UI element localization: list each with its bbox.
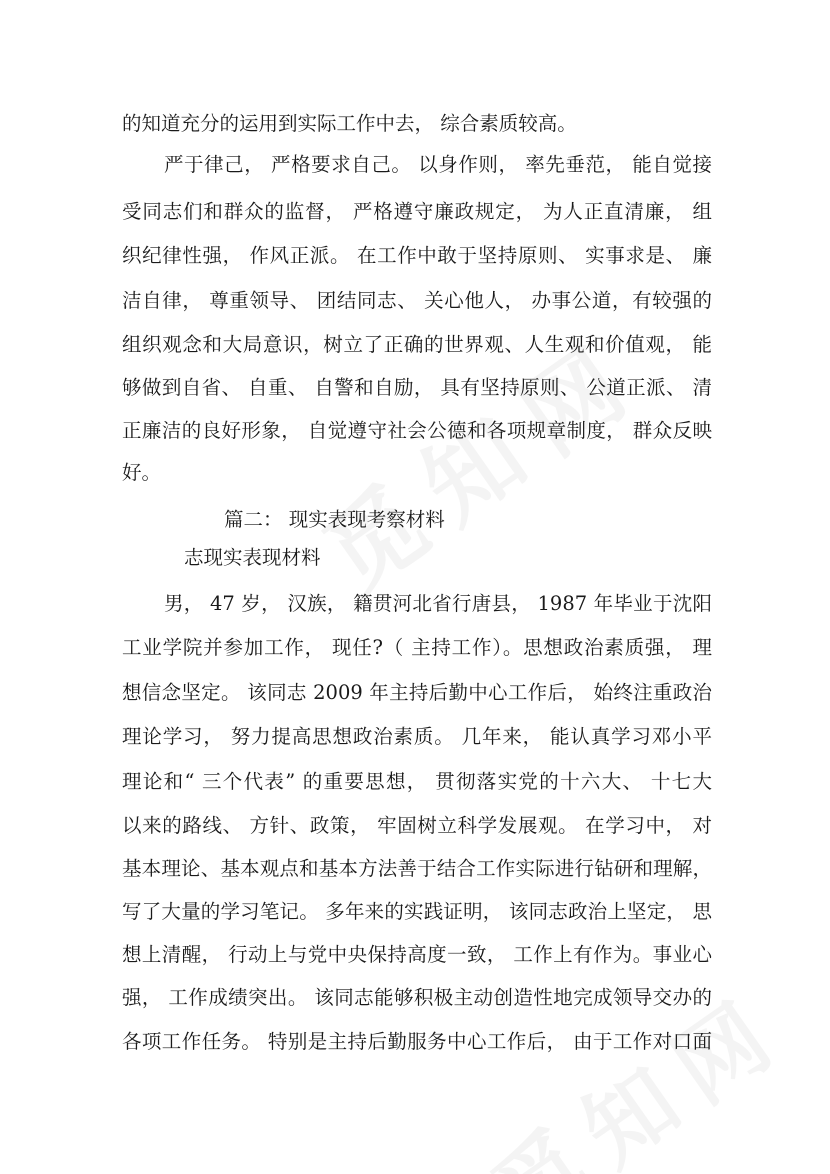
section-heading: 篇二： 现实表现考察材料: [224, 508, 445, 531]
paragraph-line: 组织观念和大局意识，树立了正确的世界观、人生观和价值观， 能: [122, 333, 712, 356]
paragraph-line: 好。: [122, 461, 162, 484]
paragraph-line: 写了大量的学习笔记。 多年来的实践证明， 该同志政治上坚定， 思: [122, 900, 712, 923]
paragraph-line: 强， 工作成绩突出。 该同志能够积极主动创造性地完成领导交办的: [122, 986, 712, 1009]
paragraph-line: 各项工作任务。 特别是主持后勤服务中心工作后， 由于工作对口面: [122, 1030, 712, 1053]
paragraph-line: 洁自律， 尊重领导、 团结同志、 关心他人， 办事公道，有较强的: [122, 289, 712, 312]
paragraph-line: 男， 47 岁， 汉族， 籍贯河北省行唐县， 1987 年毕业于沈阳: [164, 592, 712, 615]
paragraph-line: 以来的路线、 方针、政策， 牢固树立科学发展观。 在学习中， 对: [122, 814, 712, 837]
paragraph-line: 正廉洁的良好形象， 自觉遵守社会公德和各项规章制度， 群众反映: [122, 419, 712, 442]
paragraph-line: 基本理论、基本观点和基本方法善于结合工作实际进行钻研和理解，: [122, 857, 712, 880]
paragraph-line: 工业学院并参加工作， 现任?（ 主持工作）。思想政治素质强， 理: [122, 636, 712, 659]
paragraph-line: 的知道充分的运用到实际工作中去， 综合素质较高。: [122, 112, 577, 135]
paragraph-line: 想上清醒， 行动上与党中央保持高度一致， 工作上有作为。事业心: [122, 943, 712, 966]
paragraph-line: 严于律己， 严格要求自己。 以身作则， 率先垂范， 能自觉接: [164, 153, 712, 176]
paragraph-line: 够做到自省、 自重、 自警和自励， 具有坚持原则、 公道正派、 清: [122, 376, 712, 399]
paragraph-line: 理论和“ 三个代表” 的重要思想， 贯彻落实党的十六大、 十七大: [122, 770, 712, 793]
paragraph-line: 受同志们和群众的监督， 严格遵守廉政规定， 为人正直清廉， 组: [122, 200, 712, 223]
sub-heading: 志现实表现材料: [184, 546, 321, 569]
paragraph-line: 织纪律性强， 作风正派。 在工作中敢于坚持原则、 实事求是、 廉: [122, 244, 712, 267]
paragraph-line: 理论学习， 努力提高思想政治素质。 几年来， 能认真学习邓小平: [122, 725, 712, 748]
paragraph-line: 想信念坚定。 该同志 2009 年主持后勤中心工作后， 始终注重政治: [122, 681, 712, 704]
